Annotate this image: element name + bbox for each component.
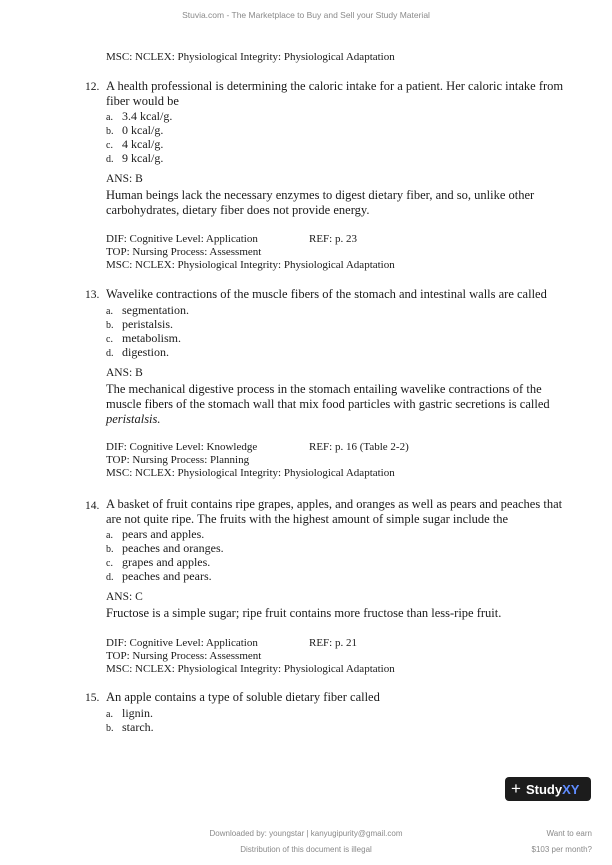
option-text: 3.4 kcal/g.: [122, 109, 173, 123]
option-text: 4 kcal/g.: [122, 137, 164, 151]
option-letter: d.: [106, 572, 114, 583]
option-letter: a.: [106, 530, 113, 541]
rationale: Human beings lack the necessary enzymes to digest dietary fiber, and so, unlike other carbohydrates, dietary fiber does not provide energy.: [106, 188, 535, 217]
question-stem: Wavelike contractions of the muscle fibers of the stomach and intestinal walls are called: [106, 287, 547, 301]
question-number: 14.: [85, 500, 100, 512]
top-line: TOP: Nursing Process: Assessment: [106, 650, 262, 662]
option: [106, 345, 169, 361]
option-text: peaches and pears.: [122, 569, 212, 583]
msc-line: MSC: NCLEX: Physiological Integrity: Physiological Adaptation: [106, 259, 395, 271]
option-text: digestion.: [122, 345, 169, 359]
msc-line: MSC: NCLEX: Physiological Integrity: Physiological Adaptation: [106, 663, 395, 675]
rationale: [106, 382, 576, 427]
plus-icon: +: [511, 779, 521, 798]
ref: REF: p. 23: [309, 233, 357, 245]
dif: DIF: Cognitive Level: Application: [106, 637, 258, 649]
ref: REF: p. 21: [309, 637, 357, 649]
stuvia-header: Stuvia.com - The Marketplace to Buy and Sell your Study Material: [182, 10, 430, 20]
option-text: peristalsis.: [122, 317, 173, 331]
earn-link[interactable]: Want to earn: [546, 829, 592, 838]
option-text: 9 kcal/g.: [122, 151, 164, 165]
rationale-term: peristalsis.: [106, 412, 161, 426]
answer: ANS: B: [106, 367, 143, 379]
question-number: 13.: [85, 289, 100, 301]
option-letter: b.: [106, 544, 114, 555]
badge-xy: XY: [562, 781, 580, 797]
top-line: TOP: Nursing Process: Planning: [106, 454, 250, 466]
option-letter: c.: [106, 558, 113, 569]
option-letter: c.: [106, 334, 113, 345]
option-text: 0 kcal/g.: [122, 123, 164, 137]
distribution-notice: Distribution of this document is illegal: [240, 845, 372, 854]
option-letter: d.: [106, 154, 114, 165]
earn-amount[interactable]: $103 per month?: [531, 845, 592, 854]
option-letter: a.: [106, 306, 113, 317]
question-stem: An apple contains a type of soluble dietary fiber called: [106, 690, 380, 704]
option-letter: a.: [106, 112, 113, 123]
rationale: Fructose is a simple sugar; ripe fruit contains more fructose than less-ripe fruit.: [106, 606, 502, 620]
dif-ref-line: [106, 441, 576, 454]
dif: DIF: Cognitive Level: Knowledge: [106, 441, 258, 453]
option-text: pears and apples.: [122, 527, 205, 541]
question-number: 15.: [85, 692, 100, 704]
downloaded-by: Downloaded by: youngstar | kanyugipurity@gmail.com: [209, 829, 403, 838]
option: [106, 720, 154, 736]
dif-ref-line: [106, 637, 576, 650]
option-text: starch.: [122, 720, 154, 734]
answer: ANS: B: [106, 173, 143, 185]
msc-line: MSC: NCLEX: Physiological Integrity: Physiological Adaptation: [106, 467, 395, 479]
option-text: grapes and apples.: [122, 555, 211, 569]
option-letter: a.: [106, 709, 113, 720]
option-text: segmentation.: [122, 303, 189, 317]
option-letter: b.: [106, 126, 114, 137]
ref: REF: p. 16 (Table 2-2): [309, 441, 409, 453]
option: [106, 151, 163, 167]
option-letter: b.: [106, 723, 114, 734]
question-number: 12.: [85, 81, 100, 93]
option-letter: c.: [106, 140, 113, 151]
answer: ANS: C: [106, 591, 143, 603]
question-stem: A basket of fruit contains ripe grapes, apples, and oranges as well as pears and peaches that are not quite ripe. The fruits with the highest amount of simple sugar include the: [106, 497, 563, 526]
option-text: metabolism.: [122, 331, 181, 345]
studyxy-badge[interactable]: [505, 777, 591, 801]
option-text: lignin.: [122, 706, 154, 720]
badge-study: Study: [525, 781, 563, 797]
msc-line-prev: MSC: NCLEX: Physiological Integrity: Physiological Adaptation: [106, 51, 395, 63]
dif-ref-line: [106, 233, 576, 246]
option-letter: d.: [106, 348, 114, 359]
option-text: peaches and oranges.: [122, 541, 224, 555]
top-line: TOP: Nursing Process: Assessment: [106, 246, 262, 258]
question-stem: A health professional is determining the caloric intake for a patient. Her caloric intake from fiber would be: [106, 79, 564, 108]
option: [106, 569, 212, 585]
dif: DIF: Cognitive Level: Application: [106, 233, 258, 245]
option-letter: b.: [106, 320, 114, 331]
rationale-text: The mechanical digestive process in the stomach entailing wavelike contractions of the muscle fibers of the stomach wall that mix food particles with gastric secretions is called: [106, 382, 550, 411]
